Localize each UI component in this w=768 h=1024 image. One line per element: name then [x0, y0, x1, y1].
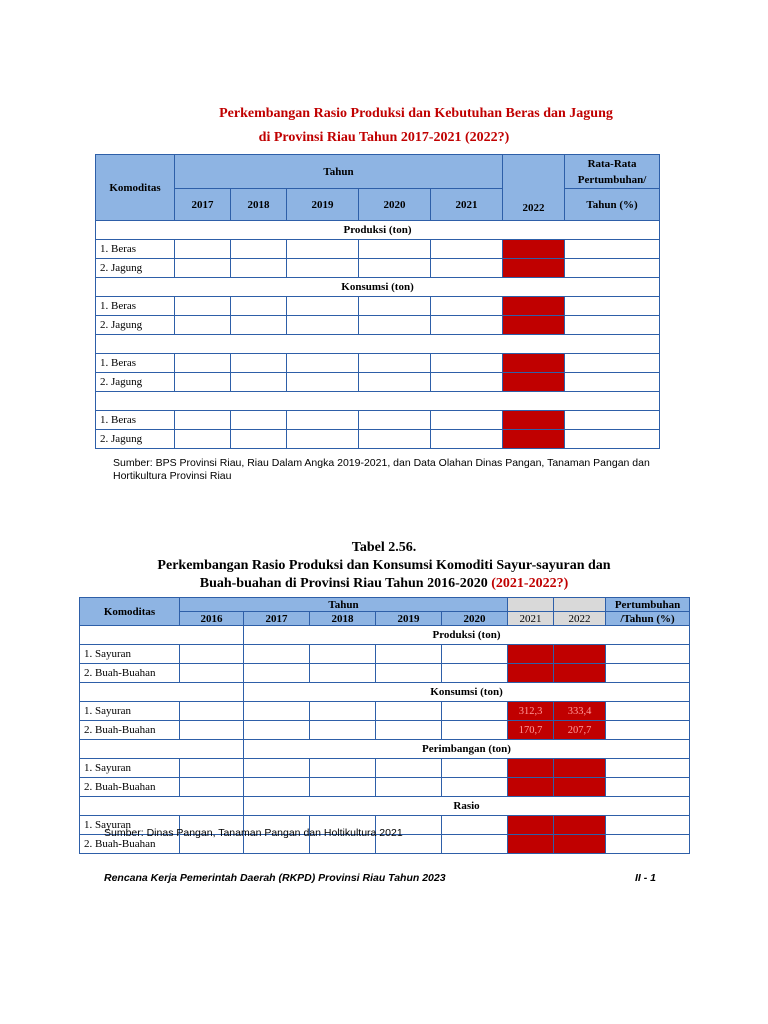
table-row: [96, 297, 660, 316]
growth-cell: [606, 702, 690, 721]
value-cell: [180, 721, 244, 740]
section-row: [80, 740, 690, 759]
commodity-name: 1. Sayuran: [80, 816, 180, 835]
section-label: Rasio: [244, 797, 690, 816]
highlight-cell-2022: [503, 240, 565, 259]
value-cell: [442, 778, 508, 797]
highlight-cell-2021: [508, 645, 554, 664]
highlight-cell-2022: [503, 430, 565, 449]
value-cell: [359, 240, 431, 259]
value-cell: [431, 297, 503, 316]
highlight-cell-2022: [503, 373, 565, 392]
value-cell: [244, 759, 310, 778]
growth-cell: [565, 373, 660, 392]
table-row: [80, 702, 690, 721]
value-cell: [442, 759, 508, 778]
table2-title-red: (2021-2022?): [491, 576, 569, 591]
table1-title-line2: di Provinsi Riau Tahun 2017-2021 (2022?): [258, 130, 510, 145]
value-cell: [376, 645, 442, 664]
highlight-cell-2022: [503, 354, 565, 373]
table-row: [96, 430, 660, 449]
t2-header-year: 2016: [180, 612, 244, 626]
t2-header-tahun: Tahun: [180, 598, 508, 612]
growth-cell: [606, 721, 690, 740]
highlight-cell-2021: [508, 759, 554, 778]
growth-cell: [606, 664, 690, 683]
value-cell: [287, 240, 359, 259]
table-row: [96, 240, 660, 259]
section-label: Konsumsi (ton): [244, 683, 690, 702]
value-cell: [431, 240, 503, 259]
section-row: [80, 626, 690, 645]
commodity-name: 2. Buah-Buahan: [80, 721, 180, 740]
header-rata-line2: Pertumbuhan/: [577, 173, 647, 186]
value-cell: [359, 373, 431, 392]
value-cell: [431, 430, 503, 449]
table1-title-line1: Perkembangan Rasio Produksi dan Kebutuhan Beras dan Jagung: [219, 106, 613, 121]
growth-cell: [606, 759, 690, 778]
table2-title-line1: Perkembangan Rasio Produksi dan Konsumsi Komoditi Sayur-sayuran dan: [157, 558, 611, 573]
section-label: [96, 335, 660, 354]
value-cell: [359, 316, 431, 335]
value-cell: [310, 702, 376, 721]
section-label: Konsumsi (ton): [96, 278, 660, 297]
section-spacer: [80, 683, 244, 702]
commodity-name: 1. Beras: [96, 411, 175, 430]
value-cell: [431, 316, 503, 335]
value-cell: [376, 664, 442, 683]
value-cell: [442, 702, 508, 721]
t2-header-year-extra: 2022: [554, 612, 606, 626]
table-beras-jagung: [95, 154, 660, 449]
header-year: 2019: [287, 189, 359, 221]
section-row: [96, 221, 660, 240]
highlight-cell-2021: 312,3: [508, 702, 554, 721]
value-cell: [376, 759, 442, 778]
value-cell: [180, 645, 244, 664]
value-cell: [231, 411, 287, 430]
t2-header-pert-line1: Pertumbuhan: [606, 598, 690, 612]
highlight-cell-2022: 333,4: [554, 702, 606, 721]
section-spacer: [80, 626, 244, 645]
value-cell: [175, 411, 231, 430]
table-row: [80, 778, 690, 797]
growth-cell: [565, 259, 660, 278]
t2-header-pert-line2: /Tahun (%): [606, 612, 690, 626]
t2-header-tahun-extra: [508, 598, 554, 612]
t2-header-komoditas: Komoditas: [80, 598, 180, 626]
header-komoditas: Komoditas: [96, 155, 175, 221]
t2-header-year: 2020: [442, 612, 508, 626]
growth-cell: [606, 645, 690, 664]
header-year: 2018: [231, 189, 287, 221]
value-cell: [359, 354, 431, 373]
section-row: [80, 797, 690, 816]
value-cell: [244, 778, 310, 797]
highlight-cell-2022: [554, 664, 606, 683]
table1-source: Sumber: BPS Provinsi Riau, Riau Dalam Angka 2019-2021, dan Data Olahan Dinas Pangan, Tanaman Pangan dan Hortikultura Provinsi Riau: [113, 457, 650, 482]
highlight-cell-2022: [554, 759, 606, 778]
value-cell: [310, 759, 376, 778]
header-rata-line3: Tahun (%): [565, 189, 660, 221]
growth-cell: [565, 297, 660, 316]
commodity-name: 1. Beras: [96, 240, 175, 259]
table2-title-line2: [0, 574, 768, 594]
growth-cell: [565, 411, 660, 430]
value-cell: [180, 778, 244, 797]
value-cell: [231, 240, 287, 259]
value-cell: [287, 259, 359, 278]
commodity-name: 2. Jagung: [96, 259, 175, 278]
highlight-cell-2021: 170,7: [508, 721, 554, 740]
t2-header-year-extra: 2021: [508, 612, 554, 626]
footer-text: Rencana Kerja Pemerintah Daerah (RKPD) Provinsi Riau Tahun 2023: [104, 872, 446, 884]
value-cell: [431, 259, 503, 278]
value-cell: [175, 354, 231, 373]
value-cell: [231, 354, 287, 373]
value-cell: [244, 645, 310, 664]
highlight-cell-2022: [554, 778, 606, 797]
value-cell: [359, 411, 431, 430]
table2-source: Sumber: Dinas Pangan, Tanaman Pangan dan Holtikultura 2021: [104, 827, 403, 839]
value-cell: [431, 411, 503, 430]
value-cell: [175, 316, 231, 335]
value-cell: [231, 259, 287, 278]
section-label: Produksi (ton): [244, 626, 690, 645]
table-row: [96, 354, 660, 373]
commodity-name: 1. Beras: [96, 297, 175, 316]
page-footer: [104, 872, 664, 884]
commodity-name: 2. Jagung: [96, 430, 175, 449]
value-cell: [376, 702, 442, 721]
header-rata-line1: Rata-Rata: [587, 157, 637, 170]
value-cell: [231, 373, 287, 392]
value-cell: [376, 778, 442, 797]
value-cell: [287, 373, 359, 392]
value-cell: [244, 664, 310, 683]
value-cell: [359, 297, 431, 316]
section-label: Produksi (ton): [96, 221, 660, 240]
t2-header-tahun-extra: [554, 598, 606, 612]
value-cell: [376, 721, 442, 740]
highlight-cell-2022: 207,7: [554, 721, 606, 740]
commodity-name: 2. Jagung: [96, 373, 175, 392]
header-tahun: Tahun: [175, 155, 503, 189]
commodity-name: 2. Buah-Buahan: [80, 778, 180, 797]
value-cell: [359, 259, 431, 278]
value-cell: [442, 645, 508, 664]
table-row: [80, 759, 690, 778]
section-row: [96, 335, 660, 354]
commodity-name: 2. Buah-Buahan: [80, 835, 180, 854]
commodity-name: 1. Sayuran: [80, 759, 180, 778]
table-sayur-buah: [79, 597, 690, 854]
value-cell: [310, 645, 376, 664]
value-cell: [287, 430, 359, 449]
highlight-cell-2021: [508, 664, 554, 683]
header-year: 2021: [431, 189, 503, 221]
header-rata-rata: [565, 155, 660, 189]
value-cell: [244, 721, 310, 740]
table-row: [96, 259, 660, 278]
table2-label: Tabel 2.56.: [351, 540, 417, 555]
value-cell: [310, 721, 376, 740]
growth-cell: [565, 240, 660, 259]
header-year: 2020: [359, 189, 431, 221]
t2-header-year: 2018: [310, 612, 376, 626]
value-cell: [175, 430, 231, 449]
table-row: [96, 373, 660, 392]
value-cell: [244, 702, 310, 721]
value-cell: [180, 664, 244, 683]
highlight-cell-2022: [503, 411, 565, 430]
growth-cell: [565, 430, 660, 449]
table2-title-line2-text: Buah-buahan di Provinsi Riau Tahun 2016-2020: [199, 576, 488, 591]
value-cell: [442, 721, 508, 740]
value-cell: [287, 354, 359, 373]
value-cell: [359, 430, 431, 449]
value-cell: [287, 297, 359, 316]
growth-cell: [606, 778, 690, 797]
table-row: [96, 316, 660, 335]
commodity-name: 1. Sayuran: [80, 645, 180, 664]
value-cell: [287, 316, 359, 335]
commodity-name: 1. Beras: [96, 354, 175, 373]
highlight-cell-2022: [554, 645, 606, 664]
section-spacer: [80, 797, 244, 816]
t2-header-year: 2019: [376, 612, 442, 626]
growth-cell: [565, 354, 660, 373]
value-cell: [175, 297, 231, 316]
value-cell: [175, 259, 231, 278]
t2-header-year: 2017: [244, 612, 310, 626]
value-cell: [231, 297, 287, 316]
header-2022: 2022: [503, 155, 565, 221]
section-label: [96, 392, 660, 411]
section-spacer: [80, 740, 244, 759]
value-cell: [287, 411, 359, 430]
section-row: [80, 683, 690, 702]
value-cell: [180, 702, 244, 721]
highlight-cell-2021: [508, 778, 554, 797]
value-cell: [175, 240, 231, 259]
value-cell: [231, 430, 287, 449]
commodity-name: 1. Sayuran: [80, 702, 180, 721]
section-row: [96, 392, 660, 411]
growth-cell: [565, 316, 660, 335]
value-cell: [310, 664, 376, 683]
value-cell: [175, 373, 231, 392]
value-cell: [310, 778, 376, 797]
value-cell: [431, 354, 503, 373]
table-row: [80, 664, 690, 683]
value-cell: [431, 373, 503, 392]
highlight-cell-2022: [503, 316, 565, 335]
page-number: II - 1: [634, 872, 656, 884]
commodity-name: 2. Jagung: [96, 316, 175, 335]
table-row: [96, 411, 660, 430]
highlight-cell-2022: [503, 259, 565, 278]
value-cell: [180, 759, 244, 778]
table-row: [80, 645, 690, 664]
section-row: [96, 278, 660, 297]
section-label: Perimbangan (ton): [244, 740, 690, 759]
table-row: [80, 721, 690, 740]
highlight-cell-2022: [503, 297, 565, 316]
value-cell: [231, 316, 287, 335]
commodity-name: 2. Buah-Buahan: [80, 664, 180, 683]
header-year: 2017: [175, 189, 231, 221]
value-cell: [442, 664, 508, 683]
